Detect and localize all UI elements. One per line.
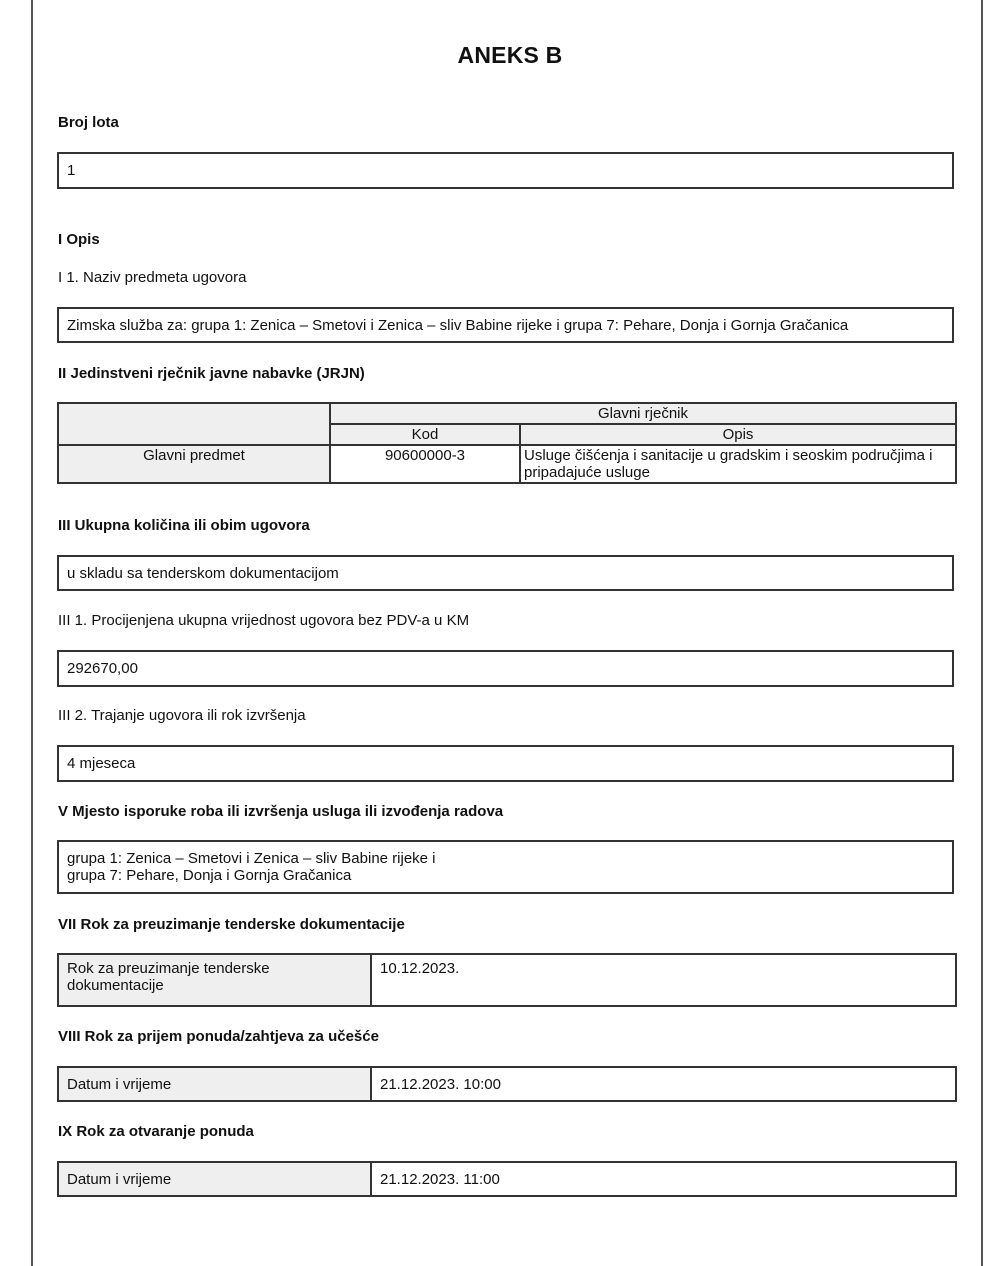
jrjn-kod-value: 90600000-3 <box>330 445 520 483</box>
contract-subject-value: Zimska služba za: grupa 1: Zenica – Smetovi i Zenica – sliv Babine rijeke i grupa 7: Pehare, Donja i Gornja Gračanica <box>67 316 849 334</box>
delivery-location-line-1: grupa 1: Zenica – Smetovi i Zenica – sliv Babine rijeke i <box>67 850 436 867</box>
section-iii-heading: III Ukupna količina ili obim ugovora <box>58 517 310 534</box>
bid-opening-value: 21.12.2023. 11:00 <box>372 1163 955 1195</box>
section-i-heading: I Opis <box>58 231 100 248</box>
tender-doc-deadline-key-line-2: dokumentacije <box>67 977 164 994</box>
jrjn-col-opis: Opis <box>520 424 956 445</box>
delivery-location-box <box>57 840 954 894</box>
contract-subject-box <box>57 307 954 343</box>
quantity-box <box>57 555 954 591</box>
jrjn-table <box>57 402 957 484</box>
jrjn-group-header: Glavni rječnik <box>330 403 956 424</box>
bid-receipt-deadline-key: Datum i vrijeme <box>59 1068 372 1100</box>
bid-receipt-deadline-value: 21.12.2023. 10:00 <box>372 1068 955 1100</box>
bid-opening-table <box>57 1161 957 1197</box>
estimated-value-box <box>57 650 954 687</box>
tender-doc-deadline-key <box>59 955 372 1005</box>
page-border-right <box>981 0 983 1266</box>
tender-doc-deadline-table <box>57 953 957 1007</box>
section-viii-heading: VIII Rok za prijem ponuda/zahtjeva za učešće <box>58 1028 379 1045</box>
page-border-left <box>31 0 33 1266</box>
jrjn-col-kod: Kod <box>330 424 520 445</box>
section-v-heading: V Mjesto isporuke roba ili izvršenja usluga ili izvođenja radova <box>58 803 504 820</box>
bid-opening-key: Datum i vrijeme <box>59 1163 372 1195</box>
section-i-1-label: I 1. Naziv predmeta ugovora <box>58 269 247 286</box>
duration-box <box>57 745 954 782</box>
quantity-value: u skladu sa tenderskom dokumentacijom <box>67 564 339 582</box>
section-ix-heading: IX Rok za otvaranje ponuda <box>58 1123 254 1140</box>
table-row <box>58 445 956 483</box>
jrjn-opis-value: Usluge čišćenja i sanitacije u gradskim i seoskim područjima i pripadajuće usluge <box>520 445 956 483</box>
delivery-location-line-2: grupa 7: Pehare, Donja i Gornja Gračanica <box>67 867 352 884</box>
jrjn-row-label: Glavni predmet <box>58 445 330 483</box>
section-ii-heading: II Jedinstveni rječnik javne nabavke (JRJN) <box>58 365 365 382</box>
jrjn-empty-header-cell <box>58 403 330 445</box>
tender-doc-deadline-value: 10.12.2023. <box>372 955 955 1005</box>
document-title: ANEKS B <box>457 42 563 68</box>
section-vii-heading: VII Rok za preuzimanje tenderske dokumentacije <box>58 916 405 933</box>
lot-value: 1 <box>67 162 76 179</box>
estimated-value: 292670,00 <box>67 660 138 677</box>
lot-heading: Broj lota <box>58 114 119 131</box>
bid-receipt-deadline-table <box>57 1066 957 1102</box>
tender-doc-deadline-key-line-1: Rok za preuzimanje tenderske <box>67 960 270 977</box>
section-iii-1-label: III 1. Procijenjena ukupna vrijednost ugovora bez PDV-a u KM <box>58 612 470 629</box>
lot-value-box <box>57 152 954 189</box>
duration-value: 4 mjeseca <box>67 755 136 772</box>
section-iii-2-label: III 2. Trajanje ugovora ili rok izvršenja <box>58 707 306 724</box>
